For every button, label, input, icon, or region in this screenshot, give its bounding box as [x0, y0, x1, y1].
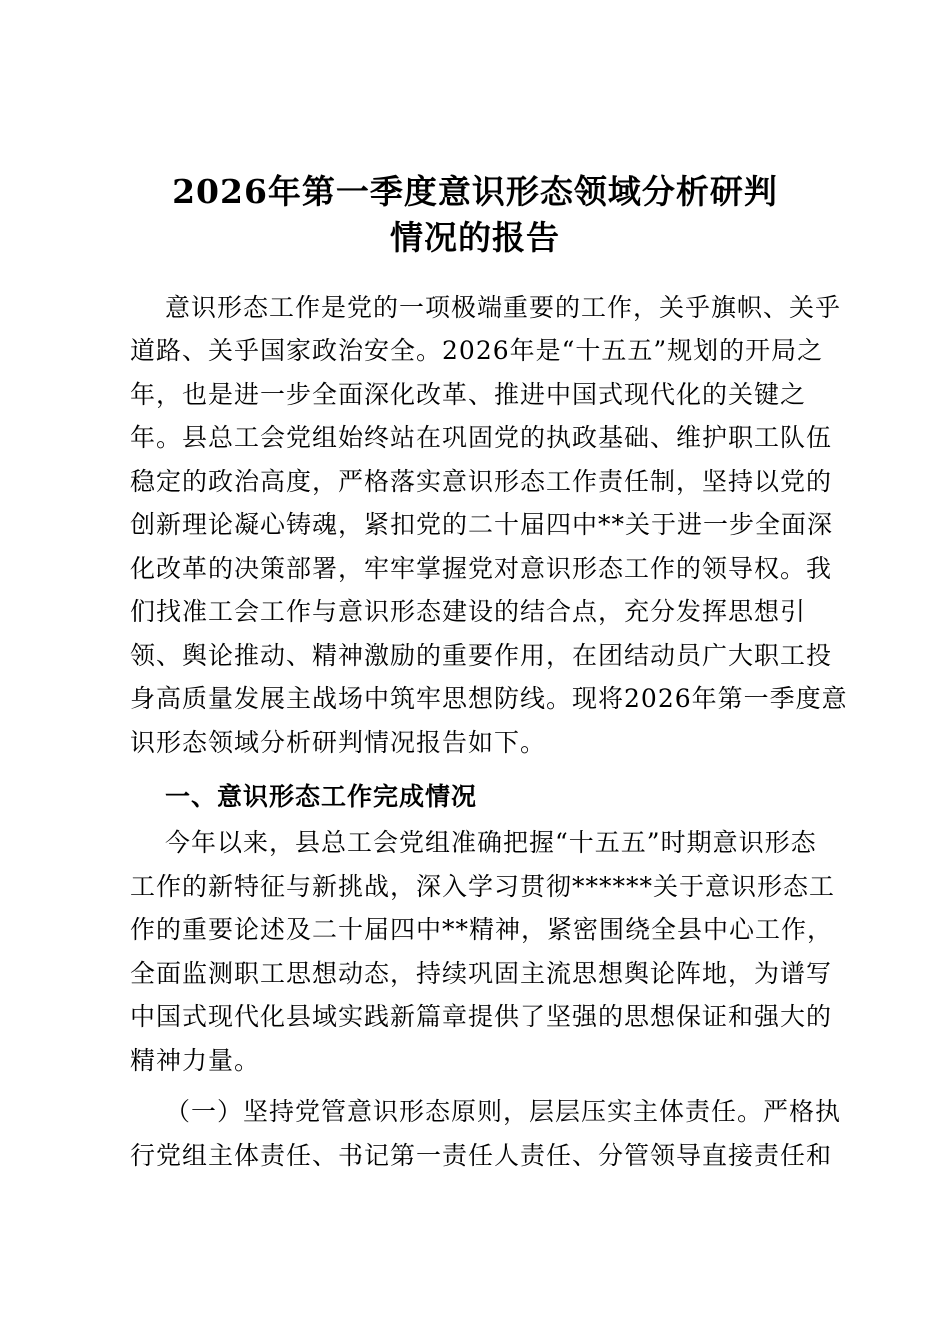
paragraph1-line: 化改革的决策部署，牢牢掌握党对意识形态工作的领导权。我: [130, 554, 833, 583]
paragraph2-line: 精神力量。: [130, 1046, 261, 1075]
paragraph2-line: 工作的新特征与新挑战，深入学习贯彻******关于意识形态工: [130, 872, 836, 901]
document-title-line2: 情况的报告: [390, 218, 560, 257]
paragraph1-line: 领、舆论推动、精神激励的重要作用，在团结动员广大职工投: [130, 641, 833, 670]
paragraph1-line: 年。县总工会党组始终站在巩固党的执政基础、维护职工队伍: [130, 423, 833, 452]
paragraph1-line: 识形态领域分析研判情况报告如下。: [130, 728, 547, 757]
paragraph1-line: 们找准工会工作与意识形态建设的结合点，充分发挥思想引: [130, 597, 807, 626]
paragraph1-line: 身高质量发展主战场中筑牢思想防线。现将2026年第一季度意: [130, 684, 848, 713]
paragraph2-line: 今年以来，县总工会党组准确把握“十五五”时期意识形态: [165, 828, 817, 857]
paragraph2-line: 作的重要论述及二十届四中**精神，紧密围绕全县中心工作，: [130, 915, 834, 944]
paragraph1-line: 道路、关乎国家政治安全。2026年是“十五五”规划的开局之: [130, 336, 824, 365]
paragraph2-line: 全面监测职工思想动态，持续巩固主流思想舆论阵地，为谱写: [130, 959, 833, 988]
paragraph1-line: 创新理论凝心铸魂，紧扣党的二十届四中**关于进一步全面深: [130, 510, 834, 539]
paragraph3-line: （一）坚持党管意识形态原则，层层压实主体责任。严格执: [165, 1097, 842, 1126]
document-title-line1: 2026年第一季度意识形态领域分析研判: [172, 172, 778, 211]
paragraph1-line: 年，也是进一步全面深化改革、推进中国式现代化的关键之: [130, 380, 807, 409]
paragraph3-line: 行党组主体责任、书记第一责任人责任、分管领导直接责任和: [130, 1141, 833, 1170]
paragraph1-line: 意识形态工作是党的一项极端重要的工作，关乎旗帜、关乎: [165, 293, 842, 322]
paragraph1-line: 稳定的政治高度，严格落实意识形态工作责任制，坚持以党的: [130, 467, 833, 496]
paragraph2-line: 中国式现代化县域实践新篇章提供了坚强的思想保证和强大的: [130, 1002, 833, 1031]
section1-heading: 一、意识形态工作完成情况: [165, 782, 478, 811]
